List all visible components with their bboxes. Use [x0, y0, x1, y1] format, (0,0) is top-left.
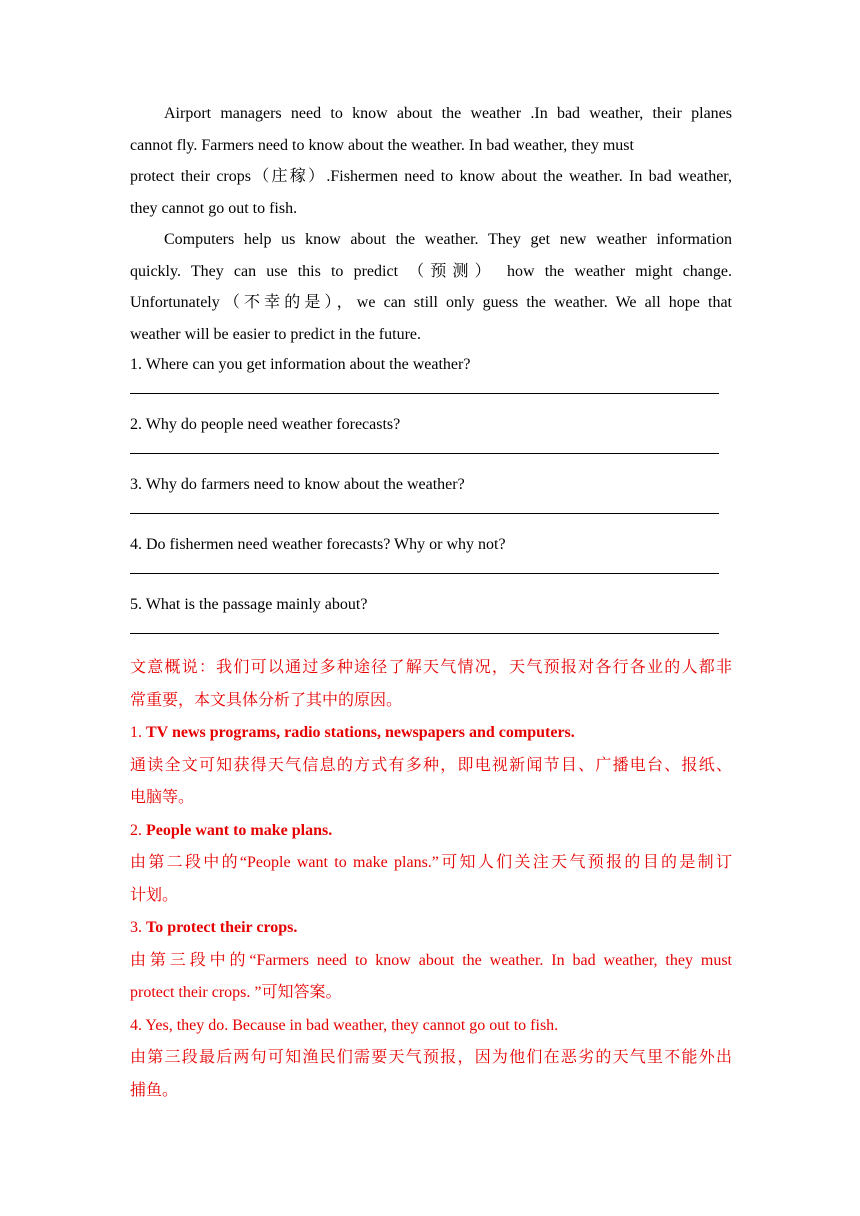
- question-1: 1. Where can you get information about the weather?: [130, 356, 471, 373]
- answer-text: TV news programs, radio stations, newspapers and computers.: [146, 724, 575, 741]
- passage-paragraph-1: [130, 98, 732, 224]
- question-5: 5. What is the passage mainly about?: [130, 596, 368, 613]
- question-2: 2. Why do people need weather forecasts?: [130, 416, 401, 433]
- answer-number: 2.: [130, 821, 146, 839]
- answer-3: [130, 912, 732, 945]
- question-4: 4. Do fishermen need weather forecasts? Why or why not?: [130, 536, 506, 553]
- text-line: protect their crops（庄稼）.Fishermen need to know about the weather. In bad weather,: [130, 168, 732, 185]
- answer-2: [130, 815, 732, 848]
- text-line: 由第三段中的“Farmers need to know about the weather. In bad weather, they must: [130, 951, 732, 969]
- text-line: Computers help us know about the weather. They get new weather information: [164, 231, 732, 248]
- text-line: 常重要，本文具体分析了其中的原因。: [130, 691, 403, 709]
- answer-blank-5[interactable]: [130, 620, 732, 650]
- text-line: 电脑等。: [130, 789, 195, 806]
- document-page: [130, 98, 732, 1107]
- answer-number: 3.: [130, 919, 146, 936]
- text-line: Unfortunately（不幸的是），we can still only guess the weather. We all hope that: [130, 294, 732, 311]
- explanation-2: [130, 847, 732, 912]
- text-line: 捕鱼。: [130, 1081, 179, 1099]
- text-line: 计划。: [130, 886, 179, 904]
- text-line: protect their crops. ”可知答案。: [130, 984, 342, 1001]
- text-line: 由第三段最后两句可知渔民们需要天气预报，因为他们在恶劣的天气里不能外出: [130, 1049, 732, 1066]
- answer-4: 4. Yes, they do. Because in bad weather, they cannot go out to fish.: [130, 1016, 559, 1034]
- text-line: cannot fly. Farmers need to know about the weather. In bad weather, they must: [130, 136, 634, 154]
- answer-key: [130, 652, 732, 1107]
- text-line: 通读全文可知获得天气信息的方式有多种，即电视新闻节目、广播电台、报纸、: [130, 756, 732, 774]
- answer-1: [130, 717, 732, 750]
- text-line: Airport managers need to know about the weather .In bad weather, their planes: [164, 105, 732, 122]
- answer-blank-4[interactable]: [130, 560, 732, 590]
- summary: [130, 652, 732, 717]
- answer-blank-3[interactable]: [130, 500, 732, 530]
- text-line: 由第二段中的“People want to make plans.”可知人们关注天气预报的目的是制订: [130, 854, 732, 871]
- explanation-1: [130, 750, 732, 815]
- text-line: they cannot go out to fish.: [130, 199, 298, 217]
- answer-blank-2[interactable]: [130, 440, 732, 470]
- text-line: weather will be easier to predict in the future.: [130, 325, 421, 343]
- answer-text: To protect their crops.: [146, 919, 298, 936]
- text-line: quickly. They can use this to predict （预测） how the weather might change.: [130, 262, 732, 280]
- text-line: 文意概说：我们可以通过多种途径了解天气情况，天气预报对各行各业的人都非: [130, 659, 732, 676]
- explanation-4: [130, 1042, 732, 1107]
- explanation-3: [130, 945, 732, 1010]
- answer-blank-1[interactable]: [130, 380, 732, 410]
- question-3: 3. Why do farmers need to know about the weather?: [130, 476, 465, 493]
- answer-text: People want to make plans.: [146, 821, 333, 839]
- answer-number: 1.: [130, 724, 146, 741]
- passage-paragraph-2: [130, 224, 732, 350]
